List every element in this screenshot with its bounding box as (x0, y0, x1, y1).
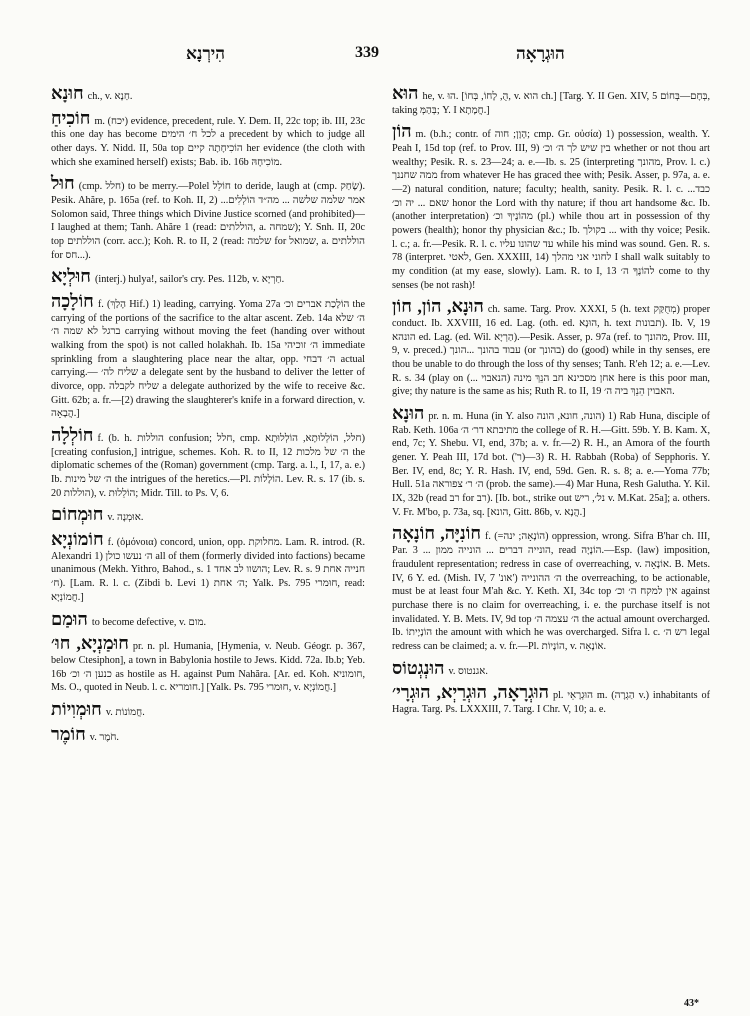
entry-text: pr. n. pl. Humania, [Hymenia, v. Neub. Géogr. p. 367, below Ctesiphon], a town in Babylonia hostile to Jews. Kidd. 72a. Ib.b; Yeb. 16b כנען ה׳ וכ׳ as hostile as H. against Pum Nahăra. [Ar. ed. Koh. חומוניא, Ms. O., quoted in Neub. l. c. חומריא.] [Yalk. Ps. 795 חוּמרי, v. חֲמוֹנְיָא.] (51, 641, 366, 694)
entry-headword: חוּמְחוֹם (51, 504, 104, 525)
entry-text: ch., v. חַנָא. (87, 91, 133, 102)
entry-headword: חוּל (51, 173, 75, 194)
dictionary-entry (51, 725, 365, 745)
dictionary-entry (51, 174, 365, 262)
entry-headword: חוּמַנְיָא, חוּ׳ (51, 633, 129, 654)
dictionary-entry (392, 683, 710, 716)
dictionary-entry (51, 610, 365, 630)
entry-headword: הוּגְרָאָה, הוּגְרַיְא, הוּגְרָי׳ (392, 682, 549, 703)
entry-text: m. (b.h.; contr. of הָוָן; חוה; cmp. Gr. οὐσία) 1) possession, wealth. Y. Peah I, 15d top (ref. to Prov. III, 9) בין שיש לך ה׳ וכ׳ whether or not thou art wealthy; Pesik. R. s. 23—24; a. e.—Ib. s. 25 (interpreting מהונך, Prov. l. c.) ממה שחננך from whatever He has graced thee with; Pesik. Asser, p. 97a, a. e.—2) natural condition, nature; faculty; health, sanity. Pesik. R. l. c. ...כבד שאם ... יה וכ׳ honor the Lord with thy nature; if thou art handsome &c. Ib. (another interpretation) מהוֹנֶיךָ וכ׳ (pl.) while thou art in possession of thy powers (health); honor thy physician &c.; Ib. בקולך ... with thy voice; Pesik. l. c.; a. fr.—Pesik. R. l. c. עד שהונו עליו while his mind was sound. Gen. R. s. 78 (interpret. לאטי, Gen. XXXIII, 14) לחוני אני מהלך I shall walk suitably to my condition (at my ease, slowly). Lam. R. to I, 13 להוֹנֶךָ ה׳ come to thy senses (be not rash)! (392, 129, 711, 291)
running-head-right: הוּגְרָאָה (516, 44, 565, 63)
running-head-left: הִירְנָא (186, 44, 226, 63)
entry-headword: חוֹמוֹנְיָא (51, 529, 104, 550)
entry-headword: הוּנְגְטוֹס (392, 657, 445, 678)
dictionary-entry (51, 267, 365, 287)
entry-text: pr. n. m. Huna (in Y. also הונה, חונא, הונה) 1) Rab Huna, disciple of Rab. Keth. 106a מתיבתא דר׳ ה׳ the college of R. H.—Gitt. 59b. Y. B. Kam. X, end, 7c; Y. Shebu. VI, end, 37b; a. v. fr.—2) R. H., an Amora of the fourth gener. Y. Peah III, 17d bot. ('ר)—3) R. H. Rabbah (Roba) of Sepphoris. Y. Ber. IV, end, 8c; Y. R. Hash. IV, end, 59d. Gen. R. s. 8; a. e.—Yoma 77b; Hull. 51a ה׳ ר׳ צפוראה (prob. the same).—4) Mar Huna, Resh Galutha. Y. Kil. IX, 32b (read רב for רב). [Ib. bot., strike out נל׳, ריש v. M.Kat. 25a]; a. others. V. Fr. M'bo, p. 73a, sq. [הונא, Gitt. 86b, v. הֲנָא.] (392, 411, 711, 518)
entry-headword: הוּנָא (392, 403, 425, 424)
dictionary-entry (392, 659, 710, 679)
entry-text: v. חֲמוֹנוֹת. (105, 706, 145, 718)
entry-headword: חוּלְיָא (51, 266, 91, 287)
entry-text: (interj.) hulya!, sailor's cry. Pes. 112b, v. חַרְיָא. (94, 274, 285, 286)
entry-text: f. (הָלַךְ Hif.) 1) leading, carrying. Yoma 27a הוֹלָכַת אברים וכ׳ the carrying of the portions of the sacrifice to the altar ascent. Zeb. 14a ה׳ שלא ברגל לא שמה ה׳ carrying without moving the feet (handing over without walking from the spot) is not called holakhah. Ib. 15a ה׳ זוכיהי immediate sprinkling from a slaughtering place near the altar, opp. ה׳ דבחי actual carrying.— שליח לה׳ a delegate sent by the husband to deliver the letter of divorce, opp. שליח לקבלה a delegate authorized by the wife to receive &c. Gitt. 62b; a. fr.—[2) drawing the slaughterer's knife in a forward direction, v. הֲבָאָה.] (51, 299, 366, 420)
dictionary-entry (51, 634, 365, 695)
dictionary-entry (392, 84, 710, 117)
dictionary-entry (392, 297, 710, 399)
entry-text: to become defective, v. מום. (91, 616, 207, 628)
dictionary-entry (51, 426, 365, 500)
entry-text: f. (ὁμόνοια) concord, union, opp. מחלוקת. Lam. R. introd. (R. Alexandri 1) ה׳ נעשו כולן all of them (formerly divided into factions) became unanimous (Mekh. Yithro, Bahod., s. 1 הושוו לב אחד; Lev. R. s. 9 חנייה אחת ח׳). [Lam. R. l. c. (Zibdi b. Levi 1) ה׳ אחת; Yalk. Ps. 795 חוּמרי, read: חֲמוֹנְיָא.] (51, 537, 365, 603)
dictionary-entry (51, 292, 365, 421)
entry-headword: הוּא (392, 83, 419, 103)
entry-text: f. (b. h. הוללות confusion; חלל, cmp. חלל, הוֹלְלוּתָא, הוֹלְלוּתָא) [creating confusion,] intrigue, schemes. Koh. R. to II, 12 ה׳ של מלכות the diplomatic schemes of the (Roman) government (cmp. Targ. a. l., I, 17, a. e.) Ib. ה׳ של מינות the intrigues of the heretics.—Pl. הוֹלָלוֹת. Lev. R. s. 17 (ib. s. 20 הוללות), v. הוֹלֵלוּת; Midr. Till. to Ps. V, 6. (51, 433, 366, 499)
signature-mark: 43* (684, 998, 699, 1009)
dictionary-entry (51, 84, 365, 104)
dictionary-entry (392, 122, 710, 292)
entry-text: f. (=הוֹנָאָה; ינה) oppression, wrong. Sifra B'har ch. III, Par. 3 ... הונייה דברים ... הונייה ממון, read הוֹנָיָה.—Esp. (law) imposition, fraudulent representation; redress in case of overreaching, v. אוֹנָאָה. B. Mets. IV, 6 Y. ed. (Mish. IV, 7 'אונ') ה׳ ההונייה the overreaching, to be actionable, must be at least four M'ah &c. Y. Keth. XI, 34c top אין למקח ה׳ וכ׳ against purchase there is no claim for overreaching, i. e. the purchase itself is not invalidated. Y. B. Mets. IV, 9d top ה׳ עצמה ה׳ the actual amount overcharged. Ib. הוֹנָיָיתוֹ the amount with which he was overcharged. Sifra l. c. רש ה׳ legal redress can be claimed; a. v. fr.—Pl. הוֹנָיוֹת, v. אוֹנָאָה. (392, 531, 711, 652)
entry-headword: הוֹן (392, 121, 412, 142)
dictionary-entry (51, 505, 365, 525)
dictionary-entry (392, 524, 710, 653)
entry-text: m. (יכח) evidence, precedent, rule. Y. Dem. II, 22c top; ib. III, 23c this one day has become לכל ח׳ הימים a precedent by which to judge all other days. Y. Nidd. II, 50a top הוֹכִיחָתָה קיים her evidence (the cloth with which she examined herself) exists; Bab. ib. 16b מוֹכִיחָהּ. (51, 115, 365, 168)
entry-headword: חוֹלְלָה (51, 425, 94, 446)
entry-text: v. חֹמֶר. (89, 731, 119, 743)
right-column (392, 84, 710, 722)
entry-text: v. אגנטוס. (448, 665, 488, 677)
entry-text: pl. הוּגְרָאֵי m. (הַגְרָה v.) inhabitants of Hagra. Targ. Ps. LXXXIII, 7. Targ. I Chr. V, 10; a. e. (392, 690, 710, 715)
entry-text: he, v. הוּ. [הֻ, לָחוֹ, בְּחוֹ, v. הוא ch.] [Targ. Y. II Gen. XIV, 5 בְּחָם—בְּחוֹם, taking בְּהַמְּ; Y. I חֲמָתָא.] (392, 91, 710, 116)
entry-headword: חוּנָא (51, 83, 84, 103)
entry-headword: חוֹלָכָה (51, 291, 94, 312)
left-column (51, 84, 365, 749)
entry-headword: חוֹמֶר (51, 723, 86, 744)
entry-text: ch. same. Targ. Prov. XXXI, 5 (h. text מְחֻקַּק) proper conduct. Ib. XXVIII, 16 ed. Lag. (oth. ed. הוּנָא, h. text תבונות). Ib. V, 19 הונהא ed. Lag. (ed. Wil. הַרְיָא).—Pesik. Asser, p. 97a (ref. to מהונך, Prov. III, 9, v. preced.) עבוד בהונך ...הונך (or בהונך) do (good) while in thy senses, ere thou be unable to do through the loss of thy senses; Tanh. R'eh 12; a. e.—Lev. R. s. 34 (play on אחן מסכינא חב הנֵךְ מינה (הנאבוי ...) here is this poor man, give; thy nature is the same as his; Ruth R. to II, 19 האבוין הֵנֵךְ ביה ה׳. (392, 304, 711, 398)
page-number: 339 (355, 44, 379, 61)
entry-headword: הוּמַם (51, 608, 88, 629)
entry-text: (cmp. חלל) to be merry.—Polel חוֹלֵל to deride, laugh at (cmp. שָׂחַק). Pesik. Ahăre, p. 165a (ref. to Koh. II, 2) ...אמר שלמה שלשה ... מה״ד הוֹלְלִים Solomon said, Three things which Divine Justice scorned (and prohibited)—I laughed at them; Tanh. Ahăre 1 (read: הוללתים, a. שמחה); Y. Snh. II, 20c top הוללתים (corr. acc.); Koh. R. to II, 2 (read: שלמה for שמואל, a. הוללתים for חס...). (51, 181, 366, 261)
entry-headword: חוֹנִיָּה, חוֹנָאָה (392, 523, 481, 544)
dictionary-entry (392, 404, 710, 519)
dictionary-entry (51, 530, 365, 604)
entry-headword: הוּנָא, הוֹן, חוֹן (392, 296, 484, 317)
entry-text: v. אוּמְנָה. (107, 512, 144, 524)
entry-headword: חוּמְוִיוֹת (51, 698, 102, 719)
entry-headword: חוֹכִיחַ (51, 107, 91, 128)
dictionary-entry (51, 700, 365, 720)
dictionary-entry (51, 109, 365, 170)
